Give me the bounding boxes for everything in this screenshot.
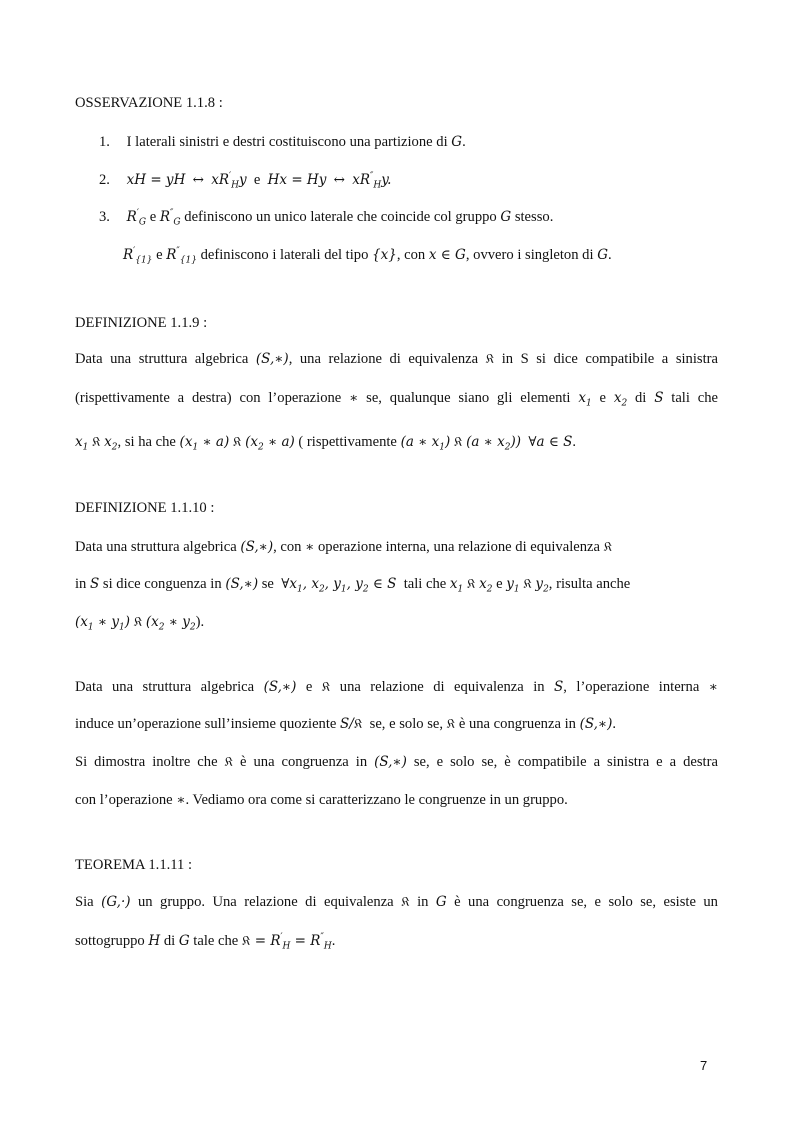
math-relation: $xR''_Hy$. (352, 171, 392, 191)
conj: e (149, 209, 157, 225)
para-line-3: Si dimostra inoltre che 𝔎 è una congruenza in (S,∗) se, e solo se, è compatibile a sinistra e a destra (75, 754, 718, 770)
punct: . (607, 247, 612, 263)
item-text-end: stesso. (514, 209, 554, 225)
item-text: , con (396, 247, 426, 263)
list-item-1 (99, 132, 466, 152)
iff-arrow: ↔ (333, 172, 345, 188)
conj: e (156, 247, 163, 263)
math-relation: $xR'_Hy$ (211, 171, 247, 191)
def10-line-2: in S si dice conguenza in (S,∗) se $\forall x_1$, $x_2$, $y_1$, $y_2$ ∈ S tali che $x_1$ 𝔎 $x_2$ e $y_1$ 𝔎 $y_2$, risulta anche (75, 576, 631, 595)
math-symbol: G (597, 247, 608, 263)
def10-line-3: ($x_1$ ∗ $y_1$) 𝔎 ($x_2$ ∗ $y_2$). (75, 614, 205, 633)
para-line-2: induce un’operazione sull’insieme quoziente S/𝔎 se, e solo se, 𝔎 è una congruenza in (S,∗). (75, 716, 617, 732)
list-item-3-continuation (123, 245, 612, 265)
list-number: 2. (99, 172, 110, 188)
heading-osservazione-1-1-8: OSSERVAZIONE 1.1.8 : (75, 95, 223, 111)
math-condition: x ∈ G (428, 247, 466, 263)
list-item-3 (99, 207, 553, 227)
math-relation: $R''_{\{1\}}$ (166, 246, 197, 266)
item-text: definiscono i laterali del tipo (200, 247, 369, 263)
item-text: I laterali sinistri e destri costituiscono una partizione di (126, 134, 448, 150)
heading-definizione-1-1-10: DEFINIZIONE 1.1.10 : (75, 500, 215, 516)
math-relation: $R''_G$ (159, 208, 181, 228)
math-symbol: G (500, 209, 512, 225)
def10-line-1: Data una struttura algebrica (S,∗), con ∗ operazione interna, una relazione di equivalenza 𝔎 (75, 539, 613, 555)
math-symbol: G (451, 134, 463, 150)
list-number: 1. (99, 134, 110, 150)
heading-definizione-1-1-9: DEFINIZIONE 1.1.9 : (75, 315, 208, 331)
teo-line-2: sottogruppo H di G tale che 𝔎 = $R'_H = R''_H$. (75, 932, 336, 952)
teo-line-1: Sia (G,·) un gruppo. Una relazione di equivalenza 𝔎 in G è una congruenza se, e solo se, esiste un (75, 894, 718, 910)
frak-relation-symbol: 𝔎 (485, 352, 495, 367)
math-equation: xH = yH (126, 172, 186, 188)
para-line-4: con l’operazione ∗. Vediamo ora come si caratterizzano le congruenze in un gruppo. (75, 792, 568, 808)
math-equation: Hx = Hy (267, 172, 327, 188)
iff-arrow: ↔ (192, 172, 204, 188)
math-set: {x} (372, 247, 397, 263)
conj: e (253, 172, 261, 188)
def9-line-2: (rispettivamente a destra) con l’operazione ∗ se, qualunque siano gli elementi $x_1$ e $x_2$ di S tali che (75, 390, 718, 409)
def9-line-3: $x_1$ 𝔎 $x_2$, si ha che ($x_1$ ∗ a) 𝔎 ($x_2$ ∗ a) ( rispettivamente (a ∗ $x_1$) 𝔎 (a ∗ $x_2$)) ∀a ∈ S. (75, 434, 577, 453)
def9-line-1: Data una struttura algebrica (S,∗), una relazione di equivalenza 𝔎 in S si dice compatibile a sinistra (75, 351, 718, 367)
item-text: definiscono un unico laterale che coincide col gruppo (184, 209, 497, 225)
math-relation: $R'_{\{1\}}$ (123, 246, 153, 266)
item-text: , ovvero i singleton di (465, 247, 594, 263)
punct: . (462, 134, 466, 150)
list-number: 3. (99, 209, 110, 225)
heading-teorema-1-1-11: TEOREMA 1.1.11 : (75, 857, 193, 873)
math-relation: $R'_G$ (126, 208, 147, 228)
list-item-2 (99, 170, 391, 190)
page-number: 7 (700, 1058, 708, 1073)
para-line-1: Data una struttura algebrica (S,∗) e 𝔎 una relazione di equivalenza in S, l’operazione interna ∗ (75, 679, 718, 695)
